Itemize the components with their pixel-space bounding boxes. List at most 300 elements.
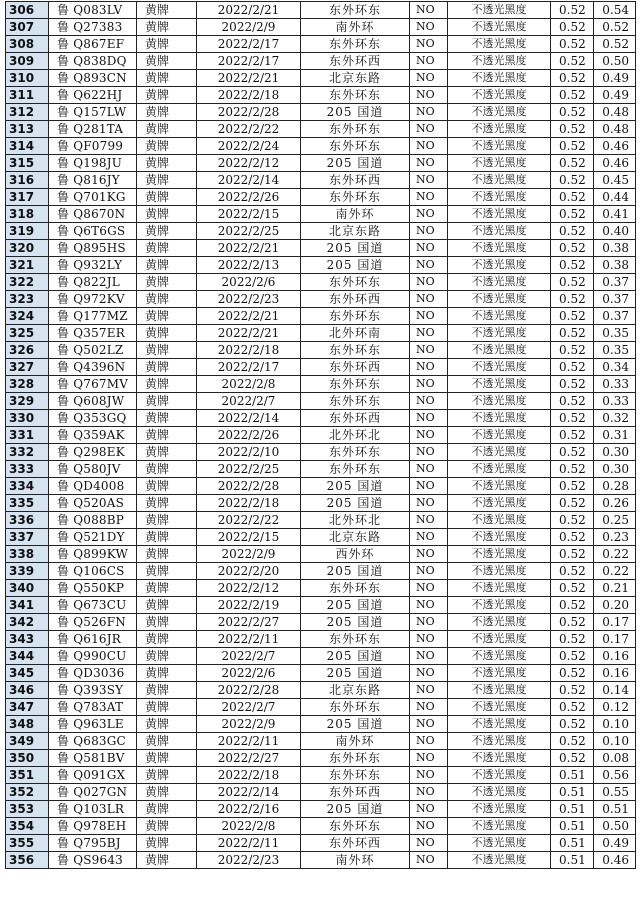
- value-2-cell: 0.49: [594, 87, 636, 104]
- value-1-cell: 0.52: [551, 342, 594, 359]
- value-1-cell: 0.52: [551, 444, 594, 461]
- table-row: [6, 750, 636, 767]
- table-row: [6, 546, 636, 563]
- value-2-cell: 0.50: [594, 53, 636, 70]
- result-cell: NO: [410, 852, 448, 869]
- table-row: [6, 19, 636, 36]
- plate-color-cell: 黄牌: [137, 801, 197, 818]
- road-cell: 205 国道: [301, 801, 410, 818]
- value-2-cell: 0.37: [594, 291, 636, 308]
- table-row: [6, 325, 636, 342]
- test-item-cell: 不透光黑度: [448, 461, 551, 478]
- plate-cell: 鲁 Q972KV: [49, 291, 137, 308]
- result-cell: NO: [410, 223, 448, 240]
- value-1-cell: 0.52: [551, 597, 594, 614]
- value-1-cell: 0.52: [551, 87, 594, 104]
- test-item-cell: 不透光黑度: [448, 291, 551, 308]
- value-2-cell: 0.37: [594, 308, 636, 325]
- date-cell: 2022/2/7: [197, 699, 301, 716]
- plate-cell: 鲁 Q8670N: [49, 206, 137, 223]
- table-row: [6, 206, 636, 223]
- value-2-cell: 0.30: [594, 461, 636, 478]
- result-cell: NO: [410, 36, 448, 53]
- plate-color-cell: 黄牌: [137, 750, 197, 767]
- date-cell: 2022/2/15: [197, 529, 301, 546]
- value-1-cell: 0.52: [551, 682, 594, 699]
- test-item-cell: 不透光黑度: [448, 410, 551, 427]
- result-cell: NO: [410, 291, 448, 308]
- table-row: [6, 852, 636, 869]
- row-number: 307: [6, 19, 49, 36]
- plate-color-cell: 黄牌: [137, 223, 197, 240]
- result-cell: NO: [410, 240, 448, 257]
- row-number: 311: [6, 87, 49, 104]
- plate-cell: 鲁 Q783AT: [49, 699, 137, 716]
- value-1-cell: 0.52: [551, 410, 594, 427]
- value-2-cell: 0.08: [594, 750, 636, 767]
- date-cell: 2022/2/28: [197, 682, 301, 699]
- test-item-cell: 不透光黑度: [448, 36, 551, 53]
- value-1-cell: 0.51: [551, 818, 594, 835]
- row-number: 354: [6, 818, 49, 835]
- table-row: [6, 257, 636, 274]
- table-row: [6, 410, 636, 427]
- row-number: 351: [6, 767, 49, 784]
- plate-color-cell: 黄牌: [137, 359, 197, 376]
- row-number: 353: [6, 801, 49, 818]
- test-item-cell: 不透光黑度: [448, 172, 551, 189]
- table-row: [6, 274, 636, 291]
- plate-cell: 鲁 Q198JU: [49, 155, 137, 172]
- row-number: 314: [6, 138, 49, 155]
- test-item-cell: 不透光黑度: [448, 495, 551, 512]
- table-row: [6, 614, 636, 631]
- plate-cell: 鲁 Q27383: [49, 19, 137, 36]
- value-2-cell: 0.56: [594, 767, 636, 784]
- plate-color-cell: 黄牌: [137, 835, 197, 852]
- date-cell: 2022/2/12: [197, 580, 301, 597]
- test-item-cell: 不透光黑度: [448, 427, 551, 444]
- row-number: 325: [6, 325, 49, 342]
- plate-cell: 鲁 Q673CU: [49, 597, 137, 614]
- road-cell: 北京东路: [301, 223, 410, 240]
- test-item-cell: 不透光黑度: [448, 342, 551, 359]
- value-1-cell: 0.52: [551, 427, 594, 444]
- plate-color-cell: 黄牌: [137, 682, 197, 699]
- road-cell: 205 国道: [301, 495, 410, 512]
- date-cell: 2022/2/9: [197, 19, 301, 36]
- table-row: [6, 665, 636, 682]
- date-cell: 2022/2/19: [197, 597, 301, 614]
- road-cell: 东外环东: [301, 376, 410, 393]
- test-item-cell: 不透光黑度: [448, 53, 551, 70]
- road-cell: 北京东路: [301, 682, 410, 699]
- value-2-cell: 0.21: [594, 580, 636, 597]
- test-item-cell: 不透光黑度: [448, 138, 551, 155]
- test-item-cell: 不透光黑度: [448, 580, 551, 597]
- result-cell: NO: [410, 427, 448, 444]
- test-item-cell: 不透光黑度: [448, 733, 551, 750]
- value-2-cell: 0.33: [594, 393, 636, 410]
- date-cell: 2022/2/14: [197, 784, 301, 801]
- road-cell: 205 国道: [301, 257, 410, 274]
- row-number: 319: [6, 223, 49, 240]
- test-item-cell: 不透光黑度: [448, 546, 551, 563]
- plate-color-cell: 黄牌: [137, 138, 197, 155]
- result-cell: NO: [410, 580, 448, 597]
- value-1-cell: 0.52: [551, 665, 594, 682]
- value-2-cell: 0.33: [594, 376, 636, 393]
- plate-cell: 鲁 Q027GN: [49, 784, 137, 801]
- table-row: [6, 223, 636, 240]
- plate-cell: 鲁 Q6T6GS: [49, 223, 137, 240]
- plate-cell: 鲁 Q526FN: [49, 614, 137, 631]
- row-number: 329: [6, 393, 49, 410]
- table-row: [6, 342, 636, 359]
- plate-color-cell: 黄牌: [137, 784, 197, 801]
- plate-cell: 鲁 Q103LR: [49, 801, 137, 818]
- plate-cell: 鲁 Q520AS: [49, 495, 137, 512]
- test-item-cell: 不透光黑度: [448, 648, 551, 665]
- row-number: 316: [6, 172, 49, 189]
- plate-cell: 鲁 Q893CN: [49, 70, 137, 87]
- table-row: [6, 801, 636, 818]
- test-item-cell: 不透光黑度: [448, 818, 551, 835]
- test-item-cell: 不透光黑度: [448, 206, 551, 223]
- table-row: [6, 444, 636, 461]
- road-cell: 东外环东: [301, 767, 410, 784]
- row-number: 320: [6, 240, 49, 257]
- row-number: 308: [6, 36, 49, 53]
- plate-cell: 鲁 Q4396N: [49, 359, 137, 376]
- test-item-cell: 不透光黑度: [448, 767, 551, 784]
- plate-cell: 鲁 QS9643: [49, 852, 137, 869]
- result-cell: NO: [410, 257, 448, 274]
- plate-color-cell: 黄牌: [137, 478, 197, 495]
- value-2-cell: 0.20: [594, 597, 636, 614]
- date-cell: 2022/2/14: [197, 410, 301, 427]
- date-cell: 2022/2/18: [197, 87, 301, 104]
- row-number: 344: [6, 648, 49, 665]
- road-cell: 北外环南: [301, 325, 410, 342]
- value-1-cell: 0.52: [551, 359, 594, 376]
- date-cell: 2022/2/18: [197, 767, 301, 784]
- value-1-cell: 0.52: [551, 53, 594, 70]
- road-cell: 东外环东: [301, 2, 410, 19]
- table-row: [6, 784, 636, 801]
- value-2-cell: 0.31: [594, 427, 636, 444]
- plate-color-cell: 黄牌: [137, 376, 197, 393]
- date-cell: 2022/2/27: [197, 614, 301, 631]
- test-item-cell: 不透光黑度: [448, 682, 551, 699]
- road-cell: 205 国道: [301, 478, 410, 495]
- table-row: [6, 716, 636, 733]
- test-item-cell: 不透光黑度: [448, 750, 551, 767]
- table-row: [6, 189, 636, 206]
- plate-color-cell: 黄牌: [137, 155, 197, 172]
- table-row: [6, 835, 636, 852]
- value-2-cell: 0.32: [594, 410, 636, 427]
- test-item-cell: 不透光黑度: [448, 2, 551, 19]
- row-number: 330: [6, 410, 49, 427]
- result-cell: NO: [410, 19, 448, 36]
- road-cell: 东外环西: [301, 410, 410, 427]
- table-row: [6, 733, 636, 750]
- plate-color-cell: 黄牌: [137, 393, 197, 410]
- road-cell: 东外环东: [301, 87, 410, 104]
- result-cell: NO: [410, 818, 448, 835]
- value-2-cell: 0.22: [594, 563, 636, 580]
- value-1-cell: 0.52: [551, 733, 594, 750]
- table-row: [6, 512, 636, 529]
- row-number: 335: [6, 495, 49, 512]
- value-1-cell: 0.52: [551, 631, 594, 648]
- plate-color-cell: 黄牌: [137, 206, 197, 223]
- value-2-cell: 0.45: [594, 172, 636, 189]
- value-2-cell: 0.54: [594, 2, 636, 19]
- road-cell: 205 国道: [301, 104, 410, 121]
- plate-color-cell: 黄牌: [137, 665, 197, 682]
- table-row: [6, 529, 636, 546]
- table-row: [6, 699, 636, 716]
- value-1-cell: 0.52: [551, 461, 594, 478]
- row-number: 352: [6, 784, 49, 801]
- result-cell: NO: [410, 104, 448, 121]
- plate-color-cell: 黄牌: [137, 87, 197, 104]
- table-row: [6, 376, 636, 393]
- row-number: 312: [6, 104, 49, 121]
- value-2-cell: 0.41: [594, 206, 636, 223]
- road-cell: 北京东路: [301, 70, 410, 87]
- date-cell: 2022/2/21: [197, 240, 301, 257]
- row-number: 350: [6, 750, 49, 767]
- test-item-cell: 不透光黑度: [448, 223, 551, 240]
- row-number: 340: [6, 580, 49, 597]
- table-row: [6, 155, 636, 172]
- table-row: [6, 36, 636, 53]
- road-cell: 东外环西: [301, 784, 410, 801]
- result-cell: NO: [410, 512, 448, 529]
- test-item-cell: 不透光黑度: [448, 70, 551, 87]
- row-number: 346: [6, 682, 49, 699]
- result-cell: NO: [410, 716, 448, 733]
- value-2-cell: 0.49: [594, 835, 636, 852]
- table-row: [6, 580, 636, 597]
- value-2-cell: 0.48: [594, 104, 636, 121]
- table-row: [6, 631, 636, 648]
- value-1-cell: 0.51: [551, 835, 594, 852]
- road-cell: 东外环西: [301, 359, 410, 376]
- road-cell: 东外环东: [301, 631, 410, 648]
- plate-cell: 鲁 Q838DQ: [49, 53, 137, 70]
- value-2-cell: 0.51: [594, 801, 636, 818]
- row-number: 324: [6, 308, 49, 325]
- result-cell: NO: [410, 308, 448, 325]
- value-1-cell: 0.52: [551, 308, 594, 325]
- row-number: 326: [6, 342, 49, 359]
- table-row: [6, 291, 636, 308]
- row-number: 341: [6, 597, 49, 614]
- value-2-cell: 0.35: [594, 325, 636, 342]
- value-1-cell: 0.52: [551, 580, 594, 597]
- table-row: [6, 393, 636, 410]
- plate-cell: 鲁 Q990CU: [49, 648, 137, 665]
- value-1-cell: 0.52: [551, 648, 594, 665]
- value-2-cell: 0.10: [594, 733, 636, 750]
- value-2-cell: 0.55: [594, 784, 636, 801]
- road-cell: 北外环北: [301, 427, 410, 444]
- value-2-cell: 0.40: [594, 223, 636, 240]
- value-1-cell: 0.52: [551, 750, 594, 767]
- value-1-cell: 0.52: [551, 172, 594, 189]
- value-2-cell: 0.12: [594, 699, 636, 716]
- road-cell: 西外环: [301, 546, 410, 563]
- date-cell: 2022/2/17: [197, 53, 301, 70]
- row-number: 348: [6, 716, 49, 733]
- row-number: 337: [6, 529, 49, 546]
- test-item-cell: 不透光黑度: [448, 325, 551, 342]
- plate-cell: 鲁 Q357ER: [49, 325, 137, 342]
- plate-cell: 鲁 Q978EH: [49, 818, 137, 835]
- table-row: [6, 818, 636, 835]
- road-cell: 南外环: [301, 852, 410, 869]
- plate-cell: 鲁 Q106CS: [49, 563, 137, 580]
- result-cell: NO: [410, 376, 448, 393]
- road-cell: 205 国道: [301, 614, 410, 631]
- plate-color-cell: 黄牌: [137, 529, 197, 546]
- test-item-cell: 不透光黑度: [448, 359, 551, 376]
- plate-color-cell: 黄牌: [137, 716, 197, 733]
- value-1-cell: 0.52: [551, 699, 594, 716]
- test-item-cell: 不透光黑度: [448, 444, 551, 461]
- plate-color-cell: 黄牌: [137, 648, 197, 665]
- plate-color-cell: 黄牌: [137, 53, 197, 70]
- date-cell: 2022/2/21: [197, 2, 301, 19]
- table-row: [6, 597, 636, 614]
- date-cell: 2022/2/21: [197, 70, 301, 87]
- value-1-cell: 0.52: [551, 121, 594, 138]
- date-cell: 2022/2/6: [197, 274, 301, 291]
- plate-cell: 鲁 Q177MZ: [49, 308, 137, 325]
- value-1-cell: 0.52: [551, 206, 594, 223]
- test-item-cell: 不透光黑度: [448, 376, 551, 393]
- test-item-cell: 不透光黑度: [448, 784, 551, 801]
- value-2-cell: 0.46: [594, 852, 636, 869]
- road-cell: 205 国道: [301, 648, 410, 665]
- test-item-cell: 不透光黑度: [448, 614, 551, 631]
- table-row: [6, 648, 636, 665]
- result-cell: NO: [410, 138, 448, 155]
- date-cell: 2022/2/17: [197, 359, 301, 376]
- row-number: 318: [6, 206, 49, 223]
- value-1-cell: 0.52: [551, 2, 594, 19]
- value-2-cell: 0.38: [594, 240, 636, 257]
- plate-color-cell: 黄牌: [137, 495, 197, 512]
- date-cell: 2022/2/6: [197, 665, 301, 682]
- date-cell: 2022/2/17: [197, 36, 301, 53]
- result-cell: NO: [410, 631, 448, 648]
- result-cell: NO: [410, 359, 448, 376]
- value-1-cell: 0.52: [551, 155, 594, 172]
- plate-cell: 鲁 Q393SY: [49, 682, 137, 699]
- test-item-cell: 不透光黑度: [448, 274, 551, 291]
- test-item-cell: 不透光黑度: [448, 104, 551, 121]
- result-cell: NO: [410, 325, 448, 342]
- result-cell: NO: [410, 784, 448, 801]
- value-1-cell: 0.52: [551, 291, 594, 308]
- value-1-cell: 0.52: [551, 36, 594, 53]
- result-cell: NO: [410, 614, 448, 631]
- road-cell: 南外环: [301, 733, 410, 750]
- value-2-cell: 0.46: [594, 155, 636, 172]
- plate-color-cell: 黄牌: [137, 257, 197, 274]
- plate-cell: 鲁 Q963LE: [49, 716, 137, 733]
- road-cell: 东外环东: [301, 121, 410, 138]
- result-cell: NO: [410, 529, 448, 546]
- plate-color-cell: 黄牌: [137, 308, 197, 325]
- plate-cell: 鲁 Q298EK: [49, 444, 137, 461]
- result-cell: NO: [410, 546, 448, 563]
- plate-color-cell: 黄牌: [137, 427, 197, 444]
- date-cell: 2022/2/22: [197, 121, 301, 138]
- row-number: 347: [6, 699, 49, 716]
- table-row: [6, 240, 636, 257]
- road-cell: 205 国道: [301, 665, 410, 682]
- table-row: [6, 87, 636, 104]
- road-cell: 东外环西: [301, 291, 410, 308]
- test-item-cell: 不透光黑度: [448, 563, 551, 580]
- value-1-cell: 0.52: [551, 70, 594, 87]
- date-cell: 2022/2/16: [197, 801, 301, 818]
- plate-cell: 鲁 Q795BJ: [49, 835, 137, 852]
- test-item-cell: 不透光黑度: [448, 155, 551, 172]
- row-number: 339: [6, 563, 49, 580]
- value-2-cell: 0.22: [594, 546, 636, 563]
- plate-color-cell: 黄牌: [137, 580, 197, 597]
- test-item-cell: 不透光黑度: [448, 665, 551, 682]
- road-cell: 东外环东: [301, 36, 410, 53]
- plate-cell: 鲁 Q091GX: [49, 767, 137, 784]
- plate-color-cell: 黄牌: [137, 342, 197, 359]
- plate-cell: 鲁 Q767MV: [49, 376, 137, 393]
- plate-cell: 鲁 Q895HS: [49, 240, 137, 257]
- value-2-cell: 0.28: [594, 478, 636, 495]
- test-item-cell: 不透光黑度: [448, 19, 551, 36]
- value-2-cell: 0.14: [594, 682, 636, 699]
- date-cell: 2022/2/24: [197, 138, 301, 155]
- row-number: 306: [6, 2, 49, 19]
- value-2-cell: 0.38: [594, 257, 636, 274]
- table-row: [6, 53, 636, 70]
- result-cell: NO: [410, 172, 448, 189]
- table-row: [6, 563, 636, 580]
- value-1-cell: 0.52: [551, 376, 594, 393]
- date-cell: 2022/2/25: [197, 223, 301, 240]
- table-row: [6, 172, 636, 189]
- table-row: [6, 104, 636, 121]
- result-cell: NO: [410, 699, 448, 716]
- value-1-cell: 0.52: [551, 325, 594, 342]
- row-number: 315: [6, 155, 49, 172]
- table-row: [6, 70, 636, 87]
- result-cell: NO: [410, 835, 448, 852]
- table-body: [6, 2, 636, 869]
- test-item-cell: 不透光黑度: [448, 835, 551, 852]
- test-item-cell: 不透光黑度: [448, 189, 551, 206]
- plate-color-cell: 黄牌: [137, 512, 197, 529]
- test-item-cell: 不透光黑度: [448, 699, 551, 716]
- value-2-cell: 0.48: [594, 121, 636, 138]
